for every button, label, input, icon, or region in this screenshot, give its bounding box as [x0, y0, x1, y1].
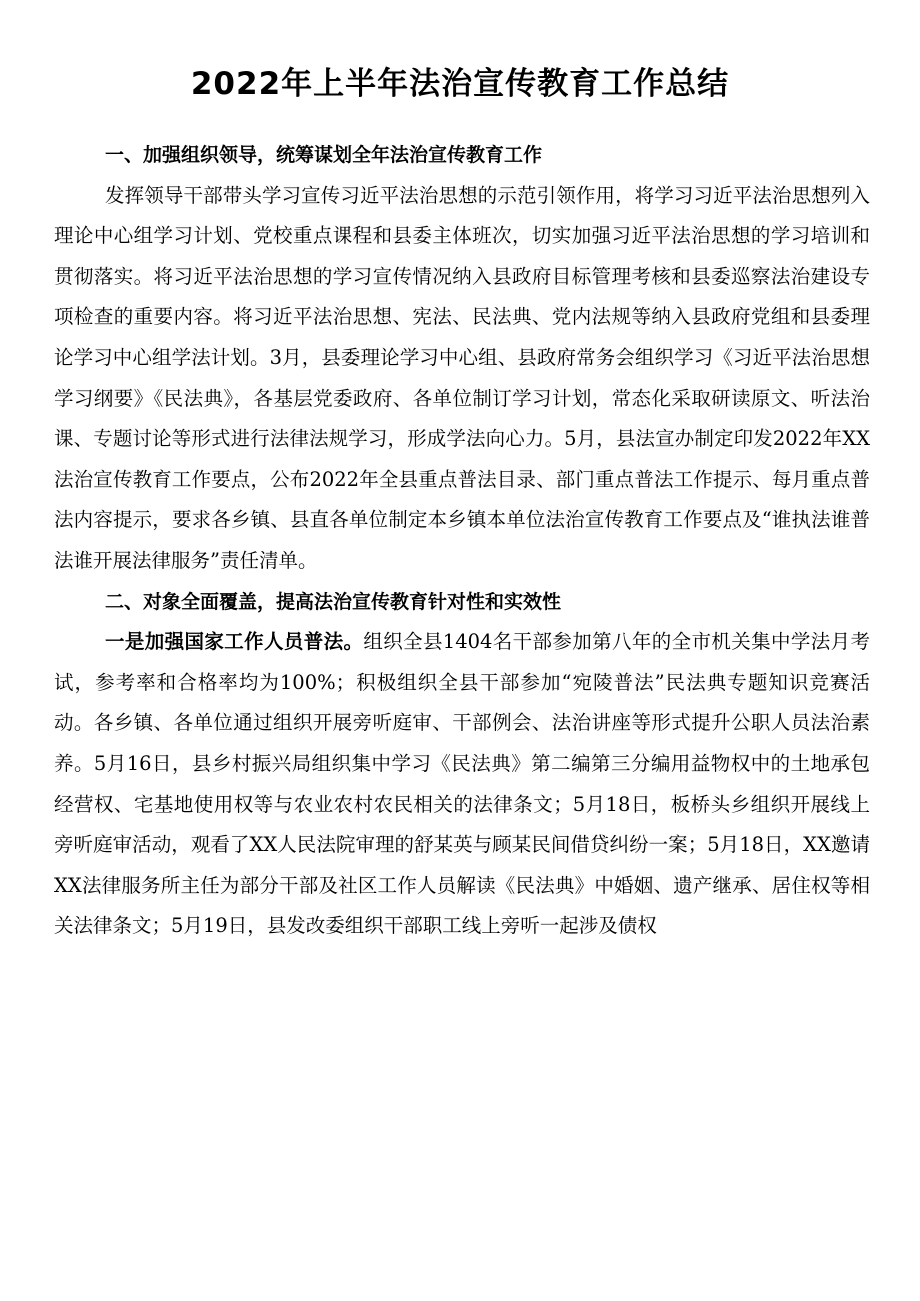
section-1-heading: 一、加强组织领导，统筹谋划全年法治宣传教育工作: [105, 144, 543, 166]
document-title: 2022年上半年法治宣传教育工作总结: [190, 66, 730, 102]
section-2-text: 组织全县1404名干部参加第八年的全市机关集中学法月考试，参考率和合格率均为100%；积极组织全县干部参加“宛陵普法”民法典专题知识竞赛活动。各乡镇、各单位通过组织开展旁听庭审、干部例会、法治讲座等形式提升公职人员法治素养。5月16日，县乡村振兴局组织集中学习《民法典》第二编第三分编用益物权中的土地承包经营权、宅基地使用权等与农业农村农民相关的法律条文；5月18日，板桥头乡组织开展线上旁听庭审活动，观看了XX人民法院审理的舒某英与顾某民间借贷纠纷一案；5月18日，XX邀请XX法律服务所主任为部分干部及社区工作人员解读《民法典》中婚姻、遗产继承、居住权等相关法律条文；5月19日，县发改委组织干部职工线上旁听一起涉及债权: [54, 630, 870, 938]
section-2-paragraph: [54, 622, 870, 947]
section-2-heading: 二、对象全面覆盖，提高法治宣传教育针对性和实效性: [105, 590, 562, 613]
section-2-lead: 一是加强国家工作人员普法。: [105, 630, 364, 654]
section-1-paragraph: 发挥领导干部带头学习宣传习近平法治思想的示范引领作用，将学习习近平法治思想列入理论中心组学习计划、党校重点课程和县委主体班次，切实加强习近平法治思想的学习培训和贯彻落实。将习近平法治思想的学习宣传情况纳入县政府目标管理考核和县委巡察法治建设专项检查的重要内容。将习近平法治思想、宪法、民法典、党内法规等纳入县政府党组和县委理论学习中心组学法计划。3月，县委理论学习中心组、县政府常务会组织学习《习近平法治思想学习纲要》《民法典》，各基层党委政府、各单位制订学习计划，常态化采取研读原文、听法治课、专题讨论等形式进行法律法规学习，形成学法向心力。5月，县法宣办制定印发2022年XX法治宣传教育工作要点，公布2022年全县重点普法目录、部门重点普法工作提示、每月重点普法内容提示，要求各乡镇、县直各单位制定本乡镇本单位法治宣传教育工作要点及“谁执法谁普法谁开展法律服务”责任清单。: [54, 183, 870, 572]
document-body: [54, 135, 870, 947]
